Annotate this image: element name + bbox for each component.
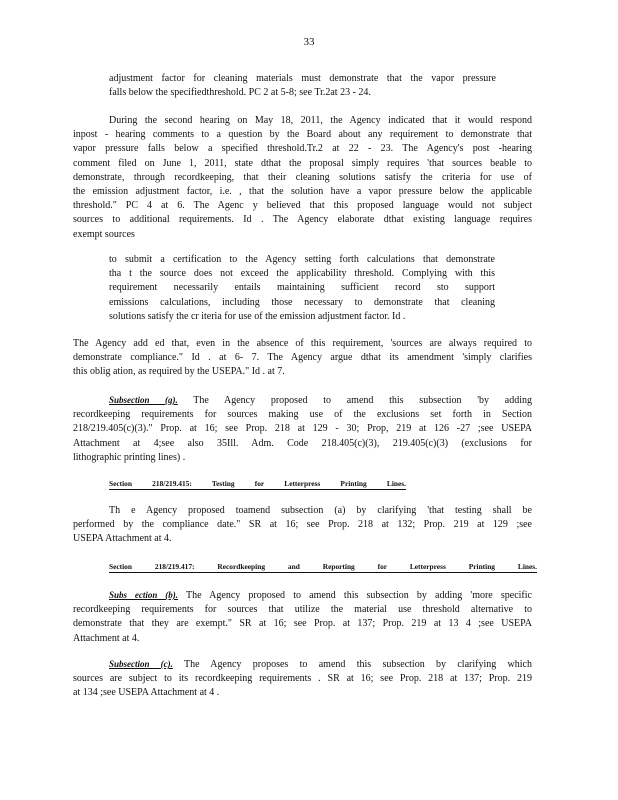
- text-line: falls below the specifiedthreshold. PC 2 at 5-8; see Tr.2at 23 - 24.: [109, 87, 371, 99]
- text-line: sources to additional requirements. Id . The Agency elaborate dthat existing language requires: [73, 214, 532, 226]
- section-heading-415: Section 218/219.415: Testing for Letterpress Printing Lines.: [109, 479, 406, 488]
- text-line: demonstrate compliance." Id . at 6- 7. The Agency argue dthat its amendment 'simply clarifies: [73, 352, 532, 364]
- paragraph-section-415: [73, 504, 532, 547]
- subsection-label: Subsection (c).: [109, 659, 173, 669]
- text-line: demonstrate that they are exempt." SR at 16; see Prop. at 137; Prop. 219 at 13 4 ;see USEPA: [73, 618, 532, 630]
- section-heading-417: Section 218/219.417: Recordkeeping and Reporting for Letterpress Printing Lines.: [109, 562, 537, 571]
- subsection-label: Subsection (g).: [109, 395, 178, 405]
- text-line: solutions satisfy the cr iteria for use of the emission adjustment factor. Id .: [109, 310, 406, 322]
- text-line: at 134 ;see USEPA Attachment at 4 .: [73, 687, 220, 699]
- subsection-label: Subs ection (b).: [109, 590, 179, 600]
- text-line: sources are subject to its recordkeeping requirements . SR at 16; see Prop. 218 at 137; Prop. 219: [73, 673, 532, 685]
- text-line: comment filed on June 1, 2011, state dthat the proposal simply requires 'that sources beable to: [73, 157, 532, 169]
- text-line: requirement necessarily entails maintaining sufficient record sto support: [109, 282, 495, 294]
- paragraph-subsection-g: [73, 393, 532, 465]
- text-line: this oblig ation, as required by the USEPA." Id . at 7.: [73, 366, 285, 378]
- text-line: 218/219.405(c)(3)." Prop. at 16; see Prop. 218 at 129 - 30; Prop, 219 at 126 -27 ;see USEPA: [73, 423, 532, 435]
- text-line: adjustment factor for cleaning materials must demonstrate that the vapor pressure: [109, 73, 496, 84]
- page-number: 33: [303, 36, 315, 48]
- paragraph-agency-added: [73, 337, 532, 380]
- text-line: demonstrate, through recordkeeping, that their cleaning solutions satisfy the criteria for use of: [73, 171, 532, 183]
- text-line: During the second hearing on May 18, 2011, the Agency indicated that it would respond: [109, 115, 532, 126]
- text-line: inpost - hearing comments to a question by the Board about any requirement to demonstrate that: [73, 129, 532, 141]
- text-line: recordkeeping requirements for sources making use of the exclusions set forth in Section: [73, 409, 532, 421]
- text-line: emissions calculations, including those necessary to demonstrate that cleaning: [109, 296, 495, 308]
- text-line: the emission adjustment factor, i.e. , that the solution have a vapor pressure below the applicable: [73, 186, 532, 198]
- text-line: performed by the compliance date." SR at 16; see Prop. 218 at 132; Prop. 219 at 129 ;see: [73, 519, 532, 531]
- subsection-text: The Agency proposes to amend this subsection by clarifying which: [183, 659, 532, 670]
- text-line: The Agency add ed that, even in the absence of this requirement, 'sources are always required to: [73, 338, 532, 349]
- text-line: Th e Agency proposed toamend subsection (a) by clarifying 'that testing shall be: [109, 505, 532, 516]
- text-line: [73, 588, 532, 603]
- text-line: Attachment at 4;see also 35Ill. Adm. Code 218.405(c)(3), 219.405(c)(3) (exclusions for: [73, 437, 532, 449]
- text-line: vapor pressure falls below a specified threshold.Tr.2 at 22 - 23. The Agency's post -hearing: [73, 143, 532, 155]
- paragraph-top: [109, 72, 496, 100]
- text-line: lithographic printing lines) .: [73, 451, 186, 463]
- text-line: [73, 393, 532, 408]
- subsection-text: The Agency proposed to amend this subsection 'by adding: [193, 395, 532, 406]
- text-line: recordkeeping requirements for sources that utilize the material use threshold alternative to: [73, 604, 532, 616]
- text-line: to submit a certification to the Agency setting forth calculations that demonstrate: [109, 254, 495, 265]
- text-line: exempt sources: [73, 228, 135, 240]
- subsection-text: The Agency proposed to amend this subsection by adding 'more specific: [186, 590, 532, 601]
- text-line: tha t the source does not exceed the applicability threshold. Complying with this: [109, 268, 495, 280]
- text-line: Attachment at 4.: [73, 632, 140, 644]
- text-line: threshold." PC 4 at 6. The Agenc y believed that this proposed language would not subject: [73, 200, 532, 212]
- paragraph-subsection-c: [73, 657, 532, 701]
- block-quote: [109, 253, 495, 324]
- text-line: [73, 657, 532, 672]
- paragraph-second-hearing: [73, 114, 532, 242]
- text-line: USEPA Attachment at 4.: [73, 533, 172, 545]
- paragraph-subsection-b: [73, 588, 532, 646]
